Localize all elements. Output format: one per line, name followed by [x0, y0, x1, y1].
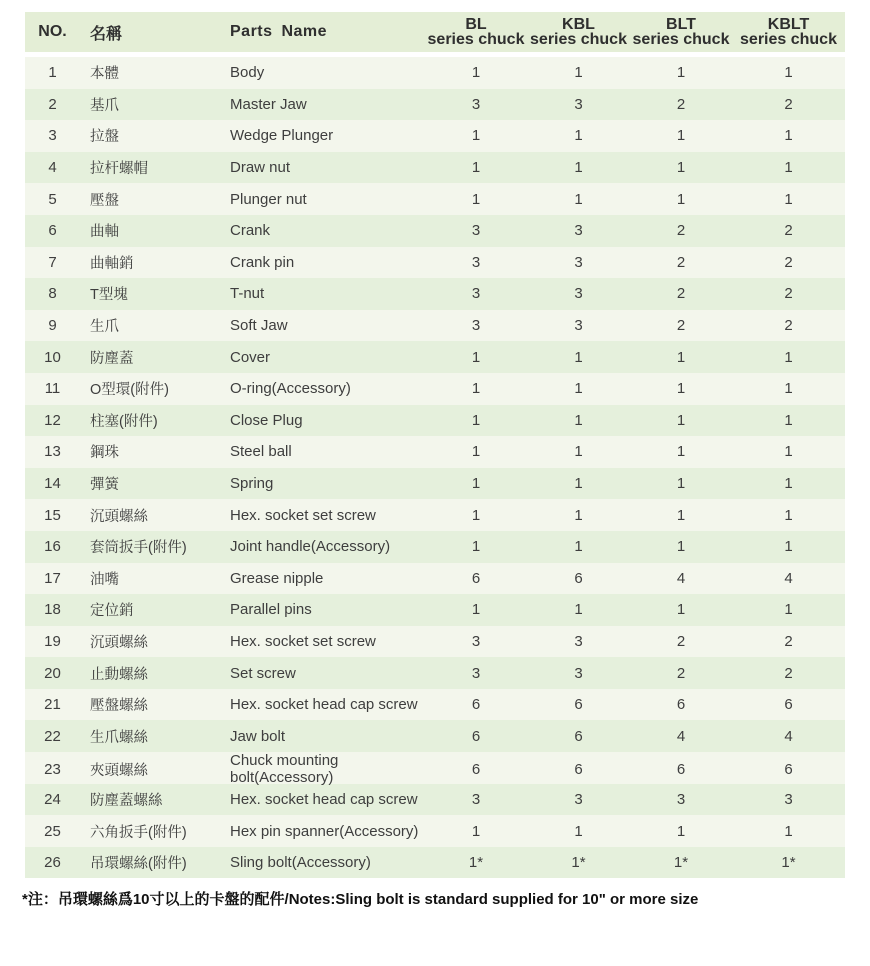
qty-kbl: 6	[574, 569, 583, 587]
header-kblt-series	[732, 17, 845, 47]
part-name-zh: 曲軸銷	[90, 255, 134, 272]
qty-bl: 1	[471, 475, 481, 493]
part-name-zh: 油嘴	[90, 571, 119, 588]
table-row	[25, 310, 845, 342]
part-name-en: Hex. socket head cap screw	[230, 696, 418, 714]
qty-bl: 3	[471, 253, 481, 271]
qty-blt: 1	[676, 538, 686, 556]
part-name-en: Crank	[230, 222, 271, 240]
header-kblt-line1: KBLT	[767, 16, 810, 33]
part-name-en: Hex pin spanner(Accessory)	[230, 822, 419, 840]
part-name-zh: 止動螺絲	[90, 666, 148, 683]
header-kbl-series	[527, 17, 630, 47]
table-row	[25, 341, 845, 373]
qty-kblt: 2	[784, 632, 793, 650]
header-blt-series	[630, 17, 732, 47]
table-row	[25, 657, 845, 689]
part-name-en: Plunger nut	[230, 190, 307, 208]
row-number: 3	[48, 127, 57, 145]
header-blt-line2: series chuck	[632, 31, 730, 48]
part-name-en: Wedge Plunger	[230, 127, 334, 145]
row-number: 7	[48, 253, 57, 271]
qty-blt: 2	[676, 317, 686, 335]
header-bl-line2: series chuck	[427, 31, 525, 48]
row-number: 2	[48, 95, 57, 113]
table-row	[25, 815, 845, 847]
qty-bl: 1	[471, 601, 481, 619]
row-number: 17	[44, 569, 61, 587]
qty-kblt: 2	[784, 317, 793, 335]
header-name-zh: 名稱	[90, 25, 123, 43]
qty-blt: 1*	[673, 854, 689, 872]
part-name-zh: 生爪	[90, 319, 119, 336]
table-row	[25, 531, 845, 563]
part-name-zh: 壓盤	[90, 192, 119, 209]
part-name-zh: 壓盤螺絲	[90, 698, 148, 715]
row-number: 14	[44, 475, 61, 493]
qty-kblt: 2	[784, 253, 793, 271]
row-number: 21	[44, 696, 61, 714]
qty-kbl: 3	[574, 317, 583, 335]
part-name-zh: 沉頭螺絲	[90, 634, 148, 651]
table-row	[25, 847, 845, 879]
header-kbl-line1: KBL	[562, 16, 595, 33]
part-name-en: O-ring(Accessory)	[230, 380, 351, 398]
part-name-zh: 彈簧	[90, 477, 119, 494]
part-name-zh: T型塊	[90, 287, 128, 304]
qty-kblt: 1	[784, 506, 793, 524]
header-no: NO.	[38, 23, 67, 40]
qty-blt: 3	[676, 790, 686, 808]
qty-kblt: 1	[784, 601, 793, 619]
row-number: 24	[44, 790, 61, 808]
row-number: 5	[48, 190, 57, 208]
qty-kbl: 1	[574, 506, 583, 524]
table-row	[25, 468, 845, 500]
table-row	[25, 405, 845, 437]
table-row	[25, 689, 845, 721]
row-number: 12	[44, 411, 61, 429]
qty-blt: 1	[676, 190, 686, 208]
part-name-en: Body	[230, 64, 265, 82]
qty-blt: 4	[676, 727, 686, 745]
qty-bl: 3	[471, 632, 481, 650]
table-row	[25, 720, 845, 752]
qty-kblt: 1	[784, 380, 793, 398]
row-number: 6	[48, 222, 57, 240]
table-row	[25, 215, 845, 247]
part-name-zh: 生爪螺絲	[90, 729, 148, 746]
qty-kblt: 1*	[781, 854, 796, 872]
table-row	[25, 183, 845, 215]
qty-blt: 1	[676, 64, 686, 82]
qty-kbl: 3	[574, 632, 583, 650]
row-number: 18	[44, 601, 61, 619]
footnote: *注：吊環螺絲爲10寸以上的卡盤的配件/Notes:Sling bolt is standard supplied for 10" or more size	[22, 891, 699, 908]
part-name-zh: 本體	[90, 66, 119, 83]
qty-kblt: 1	[784, 127, 793, 145]
qty-kblt: 2	[784, 285, 793, 303]
table-row	[25, 152, 845, 184]
qty-bl: 1	[471, 506, 481, 524]
qty-kblt: 4	[784, 727, 793, 745]
part-name-en: Steel ball	[230, 443, 292, 461]
part-name-zh: 六角扳手(附件)	[90, 824, 187, 841]
qty-kblt: 6	[784, 696, 793, 714]
row-number: 1	[48, 64, 57, 82]
table-row	[25, 752, 845, 787]
table-row	[25, 278, 845, 310]
row-number: 8	[48, 285, 57, 303]
qty-bl: 1	[471, 159, 481, 177]
qty-blt: 1	[676, 380, 686, 398]
part-name-zh: 防塵蓋螺絲	[90, 792, 163, 809]
table-row	[25, 784, 845, 816]
qty-kbl: 3	[574, 253, 583, 271]
table-row	[25, 594, 845, 626]
table-row	[25, 247, 845, 279]
qty-kbl: 1	[574, 127, 583, 145]
qty-bl: 1	[471, 190, 481, 208]
part-name-zh: 基爪	[90, 97, 119, 114]
qty-bl: 6	[471, 727, 481, 745]
qty-kblt: 2	[784, 664, 793, 682]
table-row	[25, 563, 845, 595]
part-name-zh: 拉杆螺帽	[90, 161, 148, 178]
qty-kbl: 3	[574, 790, 583, 808]
qty-bl: 1	[471, 411, 481, 429]
qty-bl: 1	[471, 380, 481, 398]
qty-kbl: 3	[574, 95, 583, 113]
qty-bl: 3	[471, 790, 481, 808]
qty-kblt: 1	[784, 538, 793, 556]
qty-bl: 3	[471, 317, 481, 335]
row-number: 16	[44, 538, 61, 556]
qty-bl: 6	[471, 760, 481, 778]
qty-kbl: 1	[574, 601, 583, 619]
qty-kblt: 1	[784, 159, 793, 177]
qty-kbl: 1	[574, 822, 583, 840]
qty-kbl: 1	[574, 190, 583, 208]
part-name-en: Set screw	[230, 664, 296, 682]
qty-kblt: 1	[784, 822, 793, 840]
qty-blt: 1	[676, 348, 686, 366]
row-number: 22	[44, 727, 61, 745]
qty-blt: 2	[676, 253, 686, 271]
qty-kblt: 2	[784, 222, 793, 240]
qty-bl: 1	[471, 348, 481, 366]
qty-blt: 1	[676, 601, 686, 619]
qty-kbl: 3	[574, 222, 583, 240]
row-number: 10	[44, 348, 61, 366]
qty-blt: 1	[676, 443, 686, 461]
qty-blt: 1	[676, 127, 686, 145]
header-kblt-line2: series chuck	[740, 31, 837, 48]
table-row	[25, 626, 845, 658]
qty-kbl: 6	[574, 696, 583, 714]
qty-blt: 2	[676, 222, 686, 240]
qty-kblt: 3	[784, 790, 793, 808]
part-name-en: Hex. socket set screw	[230, 506, 376, 524]
qty-blt: 1	[676, 822, 686, 840]
table-body	[25, 57, 845, 878]
part-name-en: T-nut	[230, 285, 265, 303]
table-row	[25, 89, 845, 121]
header-kbl-line2: series chuck	[530, 31, 627, 48]
qty-kblt: 1	[784, 443, 793, 461]
table-row	[25, 120, 845, 152]
qty-bl: 6	[471, 696, 481, 714]
table-row	[25, 436, 845, 468]
qty-kbl: 3	[574, 285, 583, 303]
row-number: 25	[44, 822, 61, 840]
part-name-zh: O型環(附件)	[90, 382, 169, 399]
table-row	[25, 373, 845, 405]
part-name-zh: 吊環螺絲(附件)	[90, 856, 187, 873]
qty-blt: 2	[676, 632, 686, 650]
qty-bl: 3	[471, 222, 481, 240]
table-row	[25, 499, 845, 531]
qty-blt: 1	[676, 475, 686, 493]
parts-list-table	[25, 12, 845, 878]
qty-blt: 2	[676, 285, 686, 303]
qty-bl: 6	[471, 569, 481, 587]
part-name-en: Sling bolt(Accessory)	[230, 854, 371, 872]
qty-blt: 4	[676, 569, 686, 587]
qty-blt: 2	[676, 95, 686, 113]
row-number: 26	[44, 854, 61, 872]
row-number: 20	[44, 664, 61, 682]
qty-kblt: 1	[784, 348, 793, 366]
qty-kbl: 1	[574, 475, 583, 493]
table-header-row	[25, 12, 845, 52]
part-name-en: Jaw bolt	[230, 727, 286, 745]
part-name-zh: 沉頭螺絲	[90, 508, 148, 525]
part-name-en: Grease nipple	[230, 569, 324, 587]
part-name-en: Hex. socket head cap screw	[230, 790, 418, 808]
row-number: 15	[44, 506, 61, 524]
header-blt-line1: BLT	[666, 16, 696, 33]
qty-kbl: 1	[574, 380, 583, 398]
qty-kblt: 6	[784, 760, 793, 778]
qty-bl: 3	[471, 95, 481, 113]
part-name-zh: 定位銷	[90, 603, 134, 620]
qty-bl: 1	[471, 127, 481, 145]
qty-kbl: 1	[574, 411, 583, 429]
part-name-zh: 柱塞(附件)	[90, 413, 158, 430]
row-number: 4	[48, 159, 57, 177]
part-name-en: Soft Jaw	[230, 317, 288, 335]
qty-bl: 1	[471, 538, 481, 556]
row-number: 23	[44, 760, 61, 778]
qty-blt: 1	[676, 506, 686, 524]
part-name-en: Chuck mounting bolt(Accessory)	[230, 752, 339, 787]
part-name-zh: 套筒扳手(附件)	[90, 540, 187, 557]
qty-blt: 1	[676, 159, 686, 177]
qty-kbl: 1	[574, 538, 583, 556]
qty-blt: 6	[676, 696, 686, 714]
part-name-zh: 鋼珠	[90, 445, 119, 462]
qty-kbl: 6	[574, 760, 583, 778]
part-name-en: Master Jaw	[230, 95, 307, 113]
qty-bl: 1	[471, 64, 481, 82]
qty-kblt: 2	[784, 95, 793, 113]
row-number: 13	[44, 443, 61, 461]
part-name-en: Joint handle(Accessory)	[230, 538, 391, 556]
qty-kblt: 1	[784, 64, 793, 82]
row-number: 9	[48, 317, 57, 335]
row-number: 19	[44, 632, 61, 650]
header-bl-line1: BL	[465, 16, 487, 33]
qty-bl: 1*	[468, 854, 484, 872]
part-name-en: Parallel pins	[230, 601, 312, 619]
part-name-zh: 夾頭螺絲	[90, 762, 148, 779]
qty-kbl: 3	[574, 664, 583, 682]
qty-kblt: 1	[784, 475, 793, 493]
qty-kbl: 1	[574, 443, 583, 461]
qty-bl: 1	[471, 443, 481, 461]
part-name-en: Draw nut	[230, 159, 291, 177]
qty-kblt: 4	[784, 569, 793, 587]
qty-blt: 1	[676, 411, 686, 429]
part-name-zh: 曲軸	[90, 224, 119, 241]
qty-bl: 3	[471, 285, 481, 303]
part-name-zh: 拉盤	[90, 129, 119, 146]
qty-kbl: 1*	[571, 854, 586, 872]
part-name-en: Hex. socket set screw	[230, 632, 376, 650]
qty-kbl: 6	[574, 727, 583, 745]
qty-kblt: 1	[784, 190, 793, 208]
qty-bl: 1	[471, 822, 481, 840]
qty-blt: 2	[676, 664, 686, 682]
qty-kbl: 1	[574, 159, 583, 177]
table-row	[25, 57, 845, 89]
qty-blt: 6	[676, 760, 686, 778]
part-name-en: Cover	[230, 348, 271, 366]
qty-bl: 3	[471, 664, 481, 682]
part-name-en: Crank pin	[230, 253, 295, 271]
row-number: 11	[44, 380, 61, 398]
part-name-zh: 防塵蓋	[90, 350, 134, 367]
part-name-en: Spring	[230, 475, 274, 493]
qty-kbl: 1	[574, 348, 583, 366]
qty-kbl: 1	[574, 64, 583, 82]
header-bl-series	[425, 17, 527, 47]
part-name-en: Close Plug	[230, 411, 303, 429]
qty-kblt: 1	[784, 411, 793, 429]
header-parts-name: Parts Name	[230, 23, 328, 40]
